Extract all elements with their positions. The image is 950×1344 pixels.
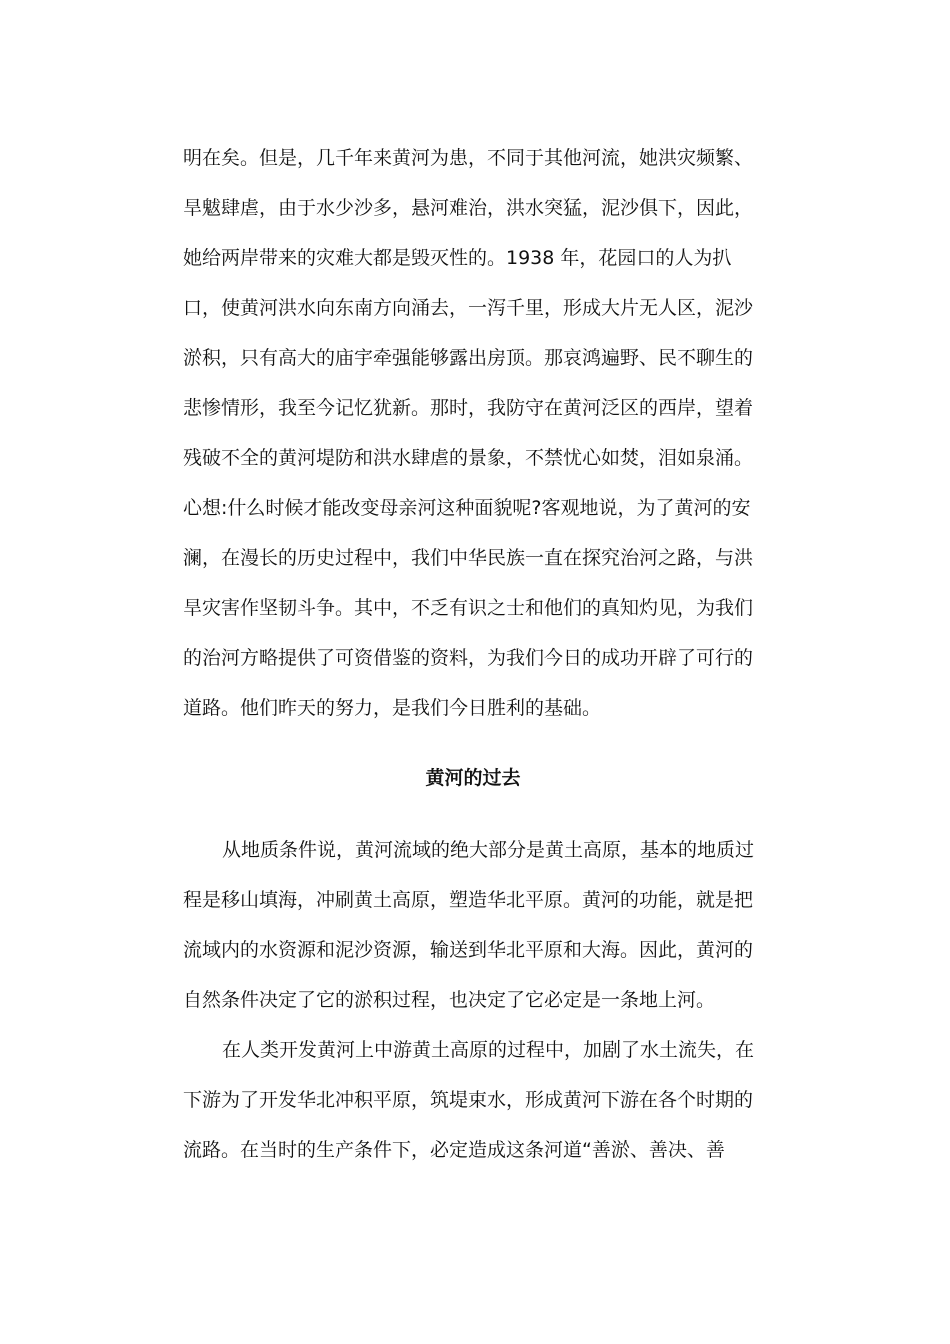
paragraph-line: 下游为了开发华北冲积平原，筑堤束水，形成黄河下游在各个时期的	[183, 1089, 754, 1111]
paragraph-line: 明在矣。但是，几千年来黄河为患，不同于其他河流，她洪灾频繁、	[183, 147, 754, 169]
paragraph-line: 流路。在当时的生产条件下，必定造成这条河道“善淤、善决、善	[183, 1139, 725, 1161]
paragraph-line: 口，使黄河洪水向东南方向涌去，一泻千里，形成大片无人区，泥沙	[183, 297, 754, 319]
paragraph-line: 残破不全的黄河堤防和洪水肆虐的景象，不禁忧心如焚，泪如泉涌。	[183, 447, 754, 469]
geology-paragraph	[183, 825, 783, 1025]
paragraph-line: 旱灾害作坚韧斗争。其中，不乏有识之士和他们的真知灼见，为我们	[183, 597, 754, 619]
paragraph-line: 自然条件决定了它的淤积过程，也决定了它必定是一条地上河。	[183, 989, 716, 1011]
paragraph-line: 淤积，只有高大的庙宇牵强能够露出房顶。那哀鸿遍野、民不聊生的	[183, 347, 754, 369]
paragraph-line: 在人类开发黄河上中游黄土高原的过程中，加剧了水土流失，在	[222, 1039, 755, 1061]
intro-paragraph	[183, 133, 783, 733]
paragraph-line: 心想:什么时候才能改变母亲河这种面貌呢?客观地说，为了黄河的安	[183, 497, 751, 519]
paragraph-line: 她给两岸带来的灾难大都是毁灭性的。1938 年，花园口的人为扒	[183, 247, 732, 269]
paragraph-line: 流域内的水资源和泥沙资源，输送到华北平原和大海。因此，黄河的	[183, 939, 754, 961]
paragraph-line: 的治河方略提供了可资借鉴的资料，为我们今日的成功开辟了可行的	[183, 647, 754, 669]
development-paragraph	[183, 1025, 783, 1175]
paragraph-line: 道路。他们昨天的努力，是我们今日胜利的基础。	[183, 697, 602, 719]
paragraph-line: 从地质条件说，黄河流域的绝大部分是黄土高原，基本的地质过	[222, 839, 755, 861]
paragraph-line: 程是移山填海，冲刷黄土高原，塑造华北平原。黄河的功能，就是把	[183, 889, 754, 911]
paragraph-line: 澜，在漫长的历史过程中，我们中华民族一直在探究治河之路，与洪	[183, 547, 754, 569]
section-heading: 黄河的过去	[425, 767, 521, 789]
paragraph-line: 旱魃肆虐，由于水少沙多，悬河难治，洪水突猛，泥沙俱下，因此，	[183, 197, 754, 219]
paragraph-line: 悲惨情形，我至今记忆犹新。那时，我防守在黄河泛区的西岸，望着	[183, 397, 754, 419]
